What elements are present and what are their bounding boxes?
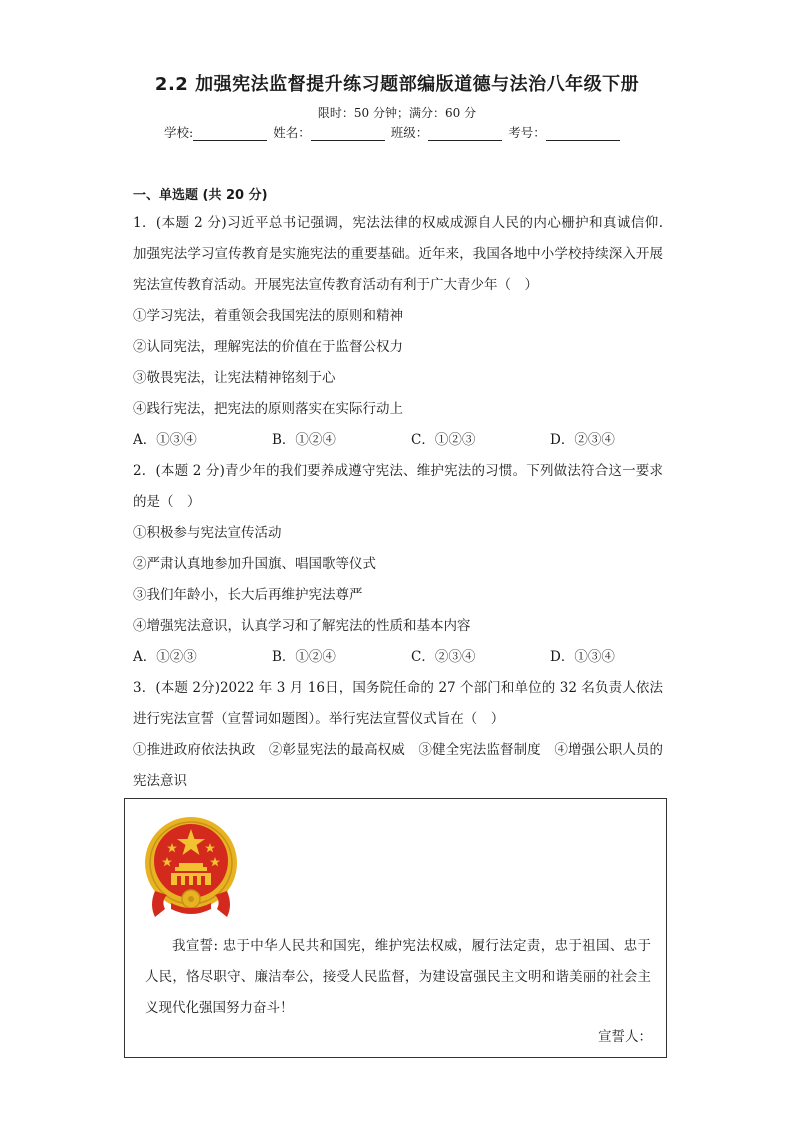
option-d[interactable]: D．①③④ xyxy=(550,649,615,665)
school-blank[interactable] xyxy=(193,127,267,141)
question-2-item: ①积极参与宪法宣传活动 xyxy=(133,525,282,541)
section-heading: 一、单选题 (共 20 分) xyxy=(133,188,268,203)
name-blank[interactable] xyxy=(311,127,385,141)
option-a[interactable]: A．①③④ xyxy=(133,432,197,448)
option-c[interactable]: C．②③④ xyxy=(411,649,476,665)
option-b[interactable]: B．①②④ xyxy=(272,432,336,448)
oath-figure xyxy=(124,798,667,1058)
question-1-stem: 1．(本题 2 分)习近平总书记强调，宪法法律的权威成源自人民的内心栅护和真诚信仰. 加强宪法学习宣传教育是实施宪法的重要基础。近年来，我国各地中小学校持续深入开展宪法宣传教育活动。开展宪法宣传教育活动有利于广大青少年（ ） xyxy=(133,215,663,293)
page-title: 2.2 加强宪法监督提升练习题部编版道德与法治八年级下册 xyxy=(154,74,640,95)
school-label: 学校: xyxy=(164,125,194,140)
class-blank[interactable] xyxy=(428,127,502,141)
name-label: 姓名： xyxy=(273,125,311,140)
question-2-item: ③我们年龄小，长大后再维护宪法尊严 xyxy=(133,587,363,603)
question-2-item: ②严肃认真地参加升国旗、唱国歌等仪式 xyxy=(133,556,376,572)
time-limit: 限时：50 分钟；满分：60 分 xyxy=(317,106,477,120)
question-1-item: ④践行宪法，把宪法的原则落实在实际行动上 xyxy=(133,401,403,417)
question-1-item: ①学习宪法，着重领会我国宪法的原则和精神 xyxy=(133,308,403,324)
oath-text: 我宣誓: 忠于中华人民共和国宪，维护宪法权威，履行法定责，忠于祖国、忠于人民，恪尽职守、廉洁奉公，接受人民监督，为建设富强民主文明和谐美丽的社会主义现代化强国努力奋斗！ xyxy=(145,938,651,1016)
question-2-item: ④增强宪法意识，认真学习和了解宪法的性质和基本内容 xyxy=(133,618,471,634)
option-a[interactable]: A．①②③ xyxy=(133,649,197,665)
option-d[interactable]: D．②③④ xyxy=(550,432,615,448)
class-label: 班级： xyxy=(390,125,429,140)
exam-number-blank[interactable] xyxy=(546,127,620,141)
question-3-items: ①推进政府依法执政 ②彰显宪法的最高权威 ③健全宪法监督制度 ④增强公职人员的宪法意识 xyxy=(133,742,663,789)
option-c[interactable]: C．①②③ xyxy=(411,432,476,448)
question-1-item: ②认同宪法，理解宪法的价值在于监督公权力 xyxy=(133,339,403,355)
question-2-options xyxy=(133,642,663,673)
exam-number-label: 考号： xyxy=(508,125,546,140)
oath-signer: 宣誓人： xyxy=(598,1029,652,1045)
question-2-stem: 2．(本题 2 分)青少年的我们要养成遵守宪法、维护宪法的习惯。下列做法符合这一要求的是（ ） xyxy=(133,463,663,510)
questions-area xyxy=(133,186,663,797)
question-1-item: ③敬畏宪法，让宪法精神铭刻于心 xyxy=(133,370,336,386)
national-emblem-icon xyxy=(141,813,245,921)
question-1-options xyxy=(133,425,663,456)
question-3-stem: 3．(本题 2分)2022 年 3 月 16日，国务院任命的 27 个部门和单位的 32 名负责人依法进行宪法宣誓（宣誓词如题图）。举行宪法宣誓仪式旨在（ ） xyxy=(133,680,663,727)
option-b[interactable]: B．①②④ xyxy=(272,649,336,665)
student-info-row xyxy=(164,123,622,141)
